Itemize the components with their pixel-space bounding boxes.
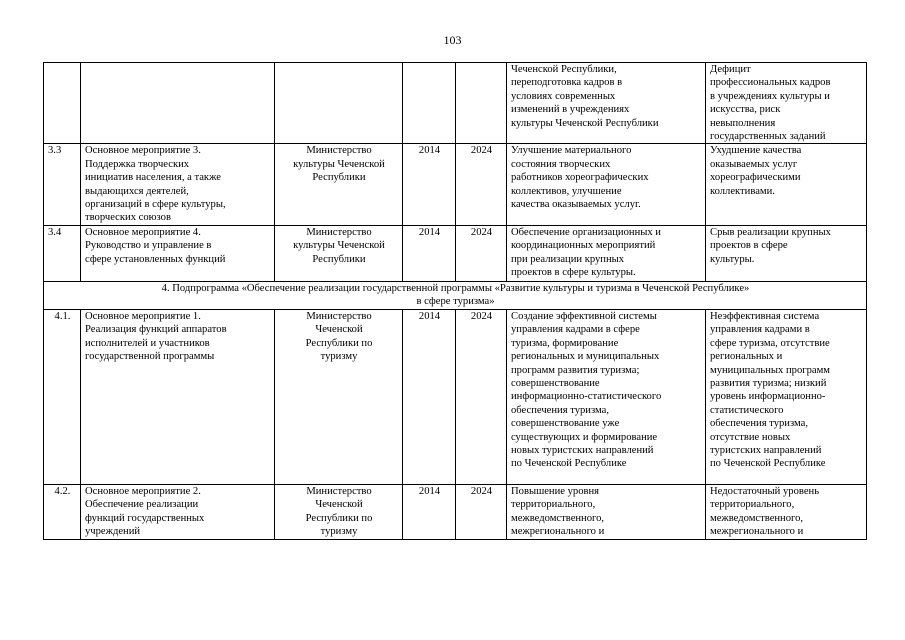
non-implementation-consequence: Ухудшение качества оказываемых услуг хореографическими коллективами. (706, 144, 867, 225)
end-year (456, 63, 507, 144)
non-implementation-consequence: Неэффективная система управления кадрами в сфере туризма, отсутствие региональных и муниципальных программ развития туризма; низкий уровень информационно- статистического обеспечения туризма, отсутствие новых туристских направлений по Чеченской Республике (706, 309, 867, 484)
end-year: 2024 (456, 225, 507, 281)
start-year: 2014 (403, 225, 456, 281)
page-number: 103 (443, 33, 462, 47)
row-number (44, 63, 81, 144)
subprogram-header-row (44, 281, 867, 309)
row-number: 4.1. (44, 309, 81, 484)
executor (275, 63, 403, 144)
start-year: 2014 (403, 144, 456, 225)
non-implementation-consequence: Недостаточный уровень территориального, межведомственного, межрегионального и (706, 484, 867, 539)
expected-result: Улучшение материального состояния творческих работников хореографических коллективов, улучшение качества оказываемых услуг. (507, 144, 706, 225)
expected-result: Повышение уровня территориального, межведомственного, межрегионального и (507, 484, 706, 539)
event-name (81, 63, 275, 144)
expected-result: Чеченской Республики, переподготовка кадров в условиях современных изменений в учреждениях культуры Чеченской Республики (507, 63, 706, 144)
event-name: Основное мероприятие 3. Поддержка творческих инициатив населения, а также выдающихся деятелей, организаций в сфере культуры, творческих союзов (81, 144, 275, 225)
executor: Министерство Чеченской Республики по туризму (275, 484, 403, 539)
row-number: 3.4 (44, 225, 81, 281)
start-year: 2014 (403, 309, 456, 484)
table-row (44, 144, 867, 225)
event-name: Основное мероприятие 2. Обеспечение реализации функций государственных учреждений (81, 484, 275, 539)
program-events-table (43, 62, 867, 540)
row-number: 4.2. (44, 484, 81, 539)
table-row (44, 484, 867, 539)
end-year: 2024 (456, 484, 507, 539)
expected-result: Обеспечение организационных и координационных мероприятий при реализации крупных проектов в сфере культуры. (507, 225, 706, 281)
executor: Министерство Чеченской Республики по туризму (275, 309, 403, 484)
row-number: 3.3 (44, 144, 81, 225)
start-year: 2014 (403, 484, 456, 539)
table-row (44, 63, 867, 144)
start-year (403, 63, 456, 144)
end-year: 2024 (456, 309, 507, 484)
end-year: 2024 (456, 144, 507, 225)
table-row (44, 309, 867, 484)
table-row (44, 225, 867, 281)
executor: Министерство культуры Чеченской Республики (275, 144, 403, 225)
non-implementation-consequence: Срыв реализации крупных проектов в сфере культуры. (706, 225, 867, 281)
subprogram-title: 4. Подпрограмма «Обеспечение реализации государственной программы «Развитие культуры и туризма в Чеченской Республике» в сфере туризма» (44, 281, 867, 309)
event-name: Основное мероприятие 4. Руководство и управление в сфере установленных функций (81, 225, 275, 281)
expected-result: Создание эффективной системы управления кадрами в сфере туризма, формирование региональных и муниципальных программ развития туризма; совершенствование информационно-статистического обеспечения туризма, совершенствование уже существующих и формирование новых туристских направлений по Чеченской Республике (507, 309, 706, 484)
non-implementation-consequence: Дефицит профессиональных кадров в учреждениях культуры и искусства, риск невыполнения государственных заданий (706, 63, 867, 144)
executor: Министерство культуры Чеченской Республики (275, 225, 403, 281)
event-name: Основное мероприятие 1. Реализация функций аппаратов исполнителей и участников государственной программы (81, 309, 275, 484)
